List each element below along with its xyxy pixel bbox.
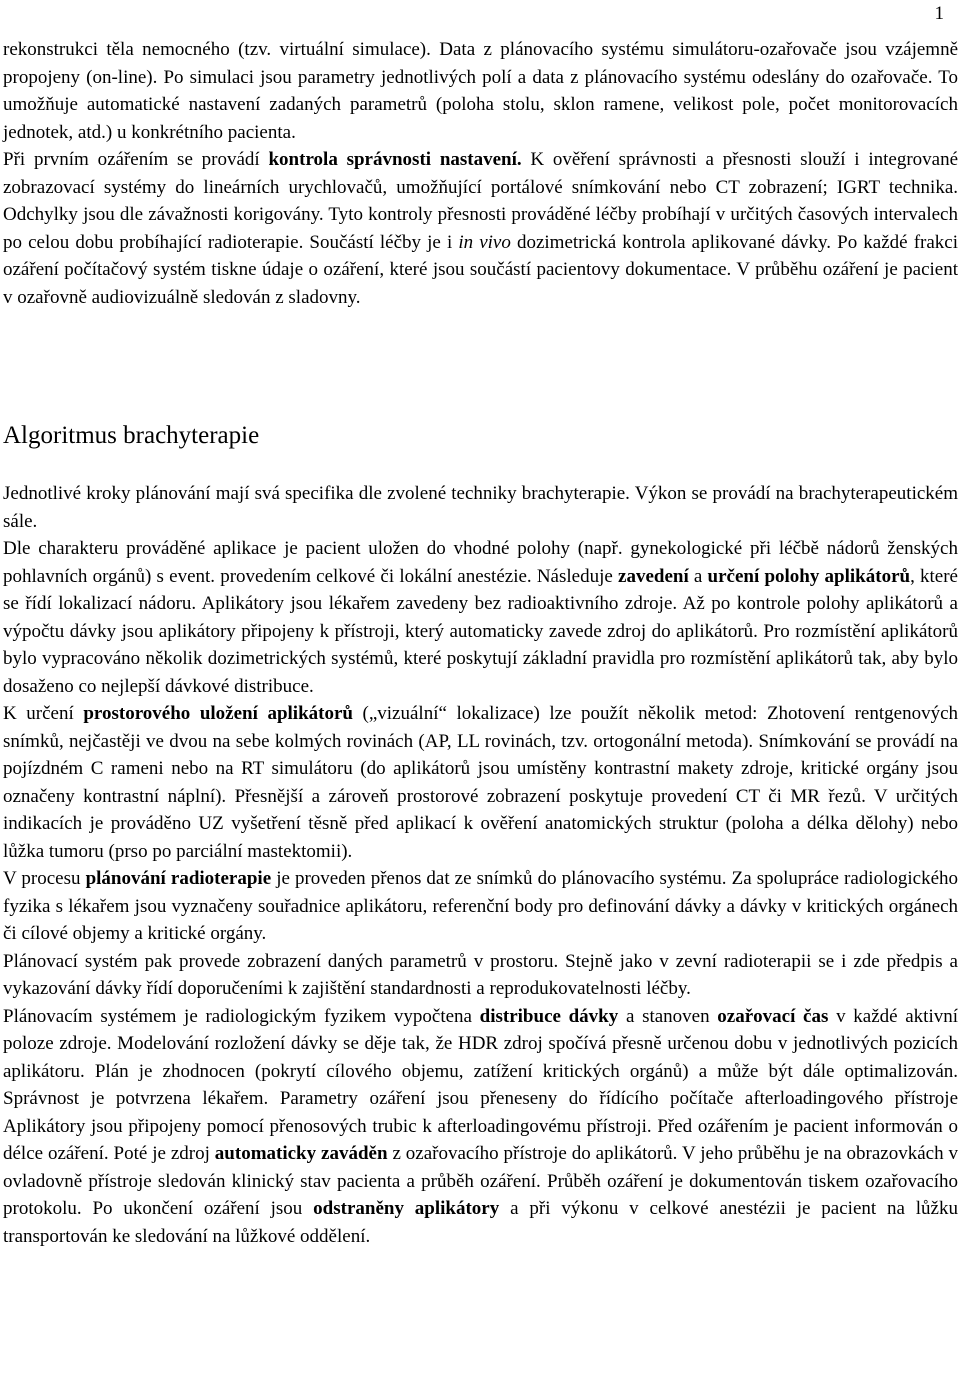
text-run: Dle charakteru prováděné aplikace je pacient uložen do vhodné polohy (např. gynekologické při léčbě nádorů ženských pohlavních orgánů) s event. provedením celkové či lokální anestézie. Následuje	[3, 538, 958, 587]
text-run: z ozařovacího přístroje do aplikátorů. V jeho průběhu je na obrazovkách v ovladovně přístroje sledován klinický stav pacienta a průběh ozáření. Průběh ozáření je dokumentován tiskem ozařovacího protokolu. Po ukončení ozáření jsou	[3, 1143, 958, 1219]
section-2-text	[3, 480, 958, 1250]
bold-text: automaticky zaváděn	[214, 1143, 388, 1164]
paragraph: rekonstrukci těla nemocného (tzv. virtuální simulace). Data z plánovacího systému simulátoru-ozařovače jsou vzájemně propojeny (on-line). Po simulaci jsou parametry jednotlivých polí a data z plánovacího systému odeslány do ozařovače. To umožňuje automatické nastavení zadaných parametrů (poloha stolu, sklon ramene, velikost pole, počet monitorovacích jednotek, atd.) u konkrétního pacienta.	[3, 39, 958, 143]
text-run: , které se řídí lokalizací nádoru. Aplikátory jsou lékařem zavedeny bez radioaktivního zdroje. Až po kontrole polohy aplikátorů a výpočtu dávky jsou aplikátory připojeny k přístroji, který automaticky zavede zdroj do aplikátorů. Pro rozmístění aplikátorů bylo vypracováno několik dozimetrických systémů, které poskytují základní pravidla pro rozmístění aplikátorů tak, aby bylo dosaženo co nejlepší dávkové distribuce.	[3, 565, 958, 697]
section-1-text	[3, 36, 958, 311]
bold-text: zavedení	[618, 565, 689, 587]
text-run: Plánovacím systémem je radiologickým fyzikem vypočtena	[3, 1005, 480, 1027]
text-run: a při výkonu v celkové anestézii je pacient na lůžku transportován ke sledování na lůžkové oddělení.	[3, 1198, 958, 1247]
bold-text: kontrola správnosti nastavení.	[268, 149, 522, 170]
text-run: dozimetrická kontrola aplikované dávky. Po každé frakci ozáření počítačový systém tiskne údaje o ozáření, které jsou součástí pacientovy dokumentace. V průběhu ozáření je pacient v ozařovně audiovizuálně sledován z sladovny.	[3, 231, 958, 308]
bold-text: odstraněny aplikátory	[313, 1198, 500, 1219]
paragraph	[3, 1003, 958, 1251]
paragraph: Plánovací systém pak provede zobrazení daných parametrů v prostoru. Stejně jako v zevní radioterapii se i zde předpis a vykazování dávky řídí doporučeními k zajištění standardnosti a reprodukovatelnosti léčby.	[3, 950, 958, 999]
bold-text: plánování radioterapie	[85, 868, 272, 889]
text-run: K určení	[3, 703, 84, 724]
bold-text: distribuce dávky	[479, 1005, 619, 1027]
italic-text: in vivo	[458, 231, 511, 253]
paragraph	[3, 146, 958, 311]
text-run: V procesu	[3, 868, 86, 889]
text-run: K ověření správnosti a přesnosti slouží i integrované zobrazovací systémy do lineárních urychlovačů, umožňující portálové snímkování nebo CT zobrazení; IGRT technika. Odchylky jsou dle závažnosti korigovány. Tyto kontroly přesnosti prováděné léčby probíhají v určitých časových intervalech po celou dobu probíhající radioterapie. Součástí léčby je i	[3, 149, 959, 253]
text-run: a stanoven	[618, 1005, 718, 1027]
text-run: („vizuální“ lokalizace) lze použít několik metod: Zhotovení rentgenových snímků, nejčastěji ve dvou na sebe kolmých rovinách (AP, LL rovinách, tzv. ortogonální metoda). Snímkování se provádí na pojízdném C rameni nebo na RT simulátoru (do aplikátorů jsou umístěny kontrastní makety zdroje, kritické orgány jsou označeny kontrastní náplní). Přesnější a zároveň prostorové zobrazení poskytuje provedení CT či MR řezů. V určitých indikacích je prováděno UZ vyšetření těsně před aplikací k ověření anatomických struktur (poloha a délka dělohy) nebo lůžka tumoru (prso po parciální mastektomii).	[3, 703, 959, 862]
bold-text: prostorového uložení aplikátorů	[83, 703, 353, 724]
text-run: v každé aktivní poloze zdroje. Modelování rozložení dávky se děje tak, že HDR zdroj spočívá přesně určenou dobu v jednotlivých pozicích aplikátoru. Plán je zhodnocen (pokrytí cílového objemu, zatížení kritických orgánů) a může být dále optimalizován. Správnost je potvrzena lékařem. Parametry ozáření jsou přeneseny do řídícího počítače afterloadingového přístroje Aplikátory jsou připojeny pomocí přenosových trubic k afterloadingovému přístroji. Před ozářením je pacient informován o délce ozáření. Poté je zdroj	[3, 1005, 959, 1164]
paragraph: Jednotlivé kroky plánování mají svá specifika dle zvolené techniky brachyterapie. Výkon se provádí na brachyterapeutickém sále.	[3, 483, 958, 532]
paragraph	[3, 535, 958, 700]
bold-text: určení polohy aplikátorů	[707, 565, 911, 587]
text-run: je proveden přenos dat ze snímků do plánovacího systému. Za spolupráce radiologického fyzika s lékařem jsou vyznačeny souřadnice aplikátoru, referenční body pro definování dávky a dávky v kritických orgánech či cílové objemy a kritické orgány.	[3, 868, 959, 944]
paragraph	[3, 700, 958, 865]
text-run: a	[688, 565, 708, 587]
section-heading: Algoritmus brachyterapie	[3, 422, 260, 449]
page-number: 1	[934, 3, 944, 24]
bold-text: ozařovací čas	[717, 1005, 829, 1027]
text-run: Při prvním ozářením se provádí	[3, 149, 269, 170]
paragraph	[3, 865, 958, 948]
